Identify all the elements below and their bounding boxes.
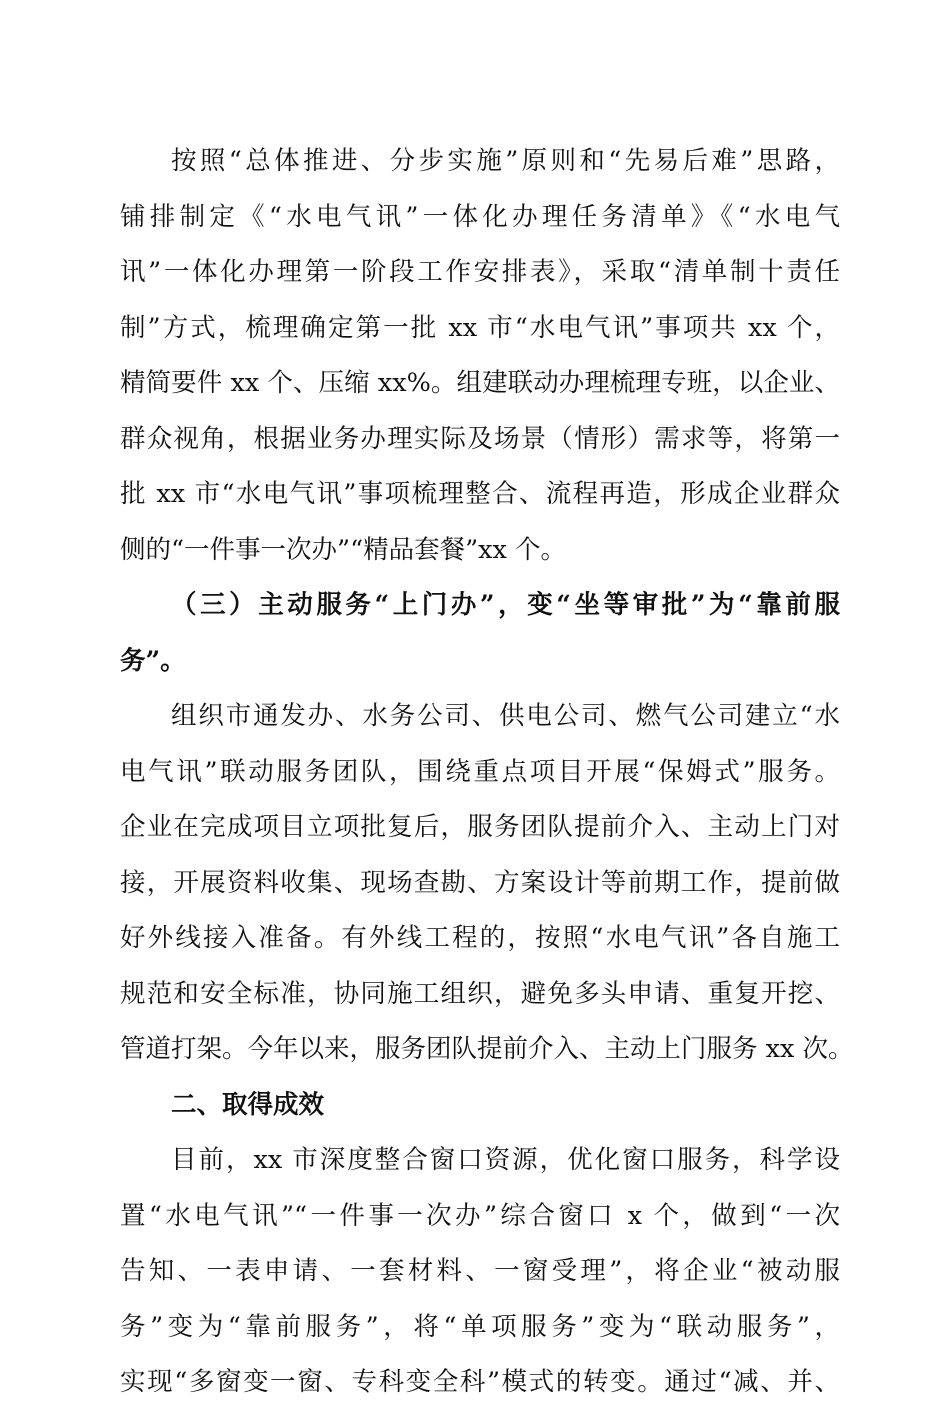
paragraph-line: 按照“总体推进、分步实施”原则和“先易后难”思路， bbox=[171, 146, 840, 176]
paragraph-line: 电气讯”联动服务团队，围绕重点项目开展“保姆式”服务。 bbox=[120, 756, 840, 787]
paragraph-line: 批 xx 市“水电气讯”事项梳理整合、流程再造，形成企业群众 bbox=[120, 479, 840, 509]
paragraph-line: 管道打架。今年以来，服务团队提前介入、主动上门服务 xx 次。 bbox=[120, 1034, 854, 1064]
paragraph-line: 目前，xx 市深度整合窗口资源，优化窗口服务，科学设 bbox=[171, 1145, 840, 1175]
paragraph-line: 接，开展资料收集、现场查勘、方案设计等前期工作，提前做 bbox=[120, 867, 840, 898]
paragraph-line: 讯”一体化办理第一阶段工作安排表》，采取“清单制十责任 bbox=[120, 257, 840, 287]
paragraph-task-list bbox=[120, 134, 840, 578]
paragraph-results bbox=[120, 1133, 840, 1411]
paragraph-line: 务”变为“靠前服务”，将“单项服务”变为“联动服务”， bbox=[120, 1311, 840, 1342]
section-heading: 二、取得成效 bbox=[171, 1089, 325, 1120]
paragraph-service-team bbox=[120, 689, 854, 1078]
paragraph-line: 铺排制定《“水电气讯”一体化办理任务清单》《“水电气 bbox=[120, 201, 840, 232]
paragraph-line: 告知、一表申请、一套材料、一窗受理”，将企业“被动服 bbox=[120, 1256, 840, 1286]
paragraph-line: 实现“多窗变一窗、专科变全科”模式的转变。通过“减、并、 bbox=[120, 1367, 840, 1397]
paragraph-line: 组织市通发办、水务公司、供电公司、燃气公司建立“水 bbox=[171, 701, 840, 731]
paragraph-line: 侧的“一件事一次办”“精品套餐”xx 个。 bbox=[120, 534, 567, 565]
paragraph-line: 制”方式，梳理确定第一批 xx 市“水电气讯”事项共 xx 个， bbox=[120, 312, 840, 343]
paragraph-line: 精简要件 xx 个、压缩 xx%。组建联动办理梳理专班，以企业、 bbox=[120, 368, 840, 398]
paragraph-line: 企业在完成项目立项批复后，服务团队提前介入、主动上门对 bbox=[120, 812, 840, 842]
subheading-line: （三）主动服务“上门办”，变“坐等审批”为“靠前服 bbox=[171, 590, 840, 620]
subheading-line: 务”。 bbox=[120, 645, 186, 676]
paragraph-line: 好外线接入准备。有外线工程的，按照“水电气讯”各自施工 bbox=[120, 923, 840, 953]
paragraph-line: 群众视角，根据业务办理实际及场景（情形）需求等，将第一 bbox=[120, 423, 840, 454]
section-heading-results bbox=[120, 1078, 840, 1134]
document-body bbox=[120, 134, 854, 1411]
paragraph-line: 置“水电气讯”“一件事一次办”综合窗口 x 个，做到“一次 bbox=[120, 1200, 840, 1231]
subheading-proactive-service bbox=[120, 578, 840, 689]
paragraph-line: 规范和安全标准，协同施工组织，避免多头申请、重复开挖、 bbox=[120, 978, 840, 1009]
